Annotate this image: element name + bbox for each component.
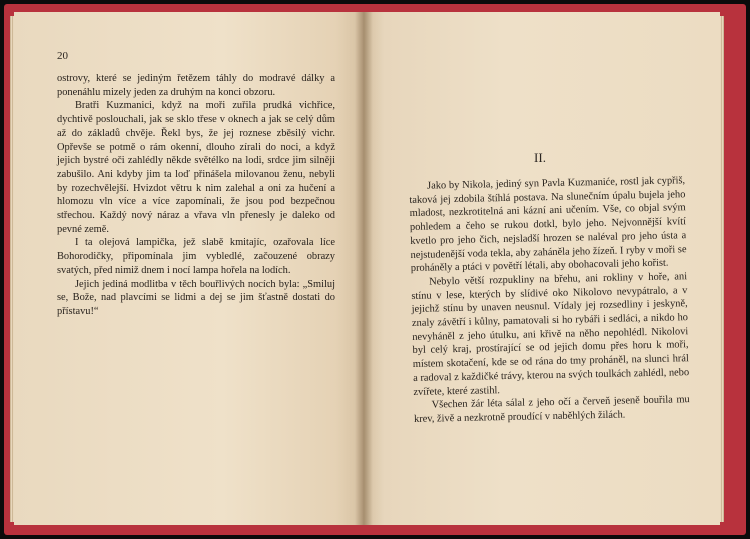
paragraph: Jejich jediná modlitba v těch bouřlivých nocích byla: „Smiluj se, Bože, nad plavcími se lidmi a dej se jim šťastně dostati do přístavu!“ (57, 278, 335, 317)
left-page-text (57, 72, 335, 319)
page-number: 20 (57, 50, 68, 62)
book-gutter (355, 12, 373, 525)
paragraph: Nebylo větší rozpukliny na břehu, ani rokliny v hoře, ani stínu v lese, kterých by slídivé oko Nikolovo nevypátralo, a v jejichž stínu by unaven neusnul. Vídaly jej rozsedliny i jeskyně, znaly závětří i kůlny, pamatovali si ho rybáři i sedláci, a nikdo ho nevyháněl z jeho útulku, ani křivě na něho nepohlédl. Nikolovi byl celý kraj, prostírající se od jejich domu přes horu k moři, místem skotačení, kde se od rána do tmy proháněl, na slunci hrál a radoval z každičké trávy, kterou na svých toulkách zahlédl, nebo zvířete, které zastihl. (411, 271, 690, 398)
paragraph: Bratři Kuzmanici, když na moři zuřila prudká vichřice, dychtivě poslouchali, jak se sklo třese v oknech a jak se celý dům až do základů chvěje. Řekl bys, že jej roznese zběsilý vichr. Opřevše se potmě o rám okenní, dlouho zírali do noci, a když jejich bystré oči zahlédly někde světélko na lodi, srdce jim silněji zabušilo. Ani kdyby jim ta loď přinášela milovanou ženu, nebyli by rozechvělejší. Hvizdot větru k nim zalehal a oni za hučení a hlomozu vln více a více zapomínali, že jsou pod bezpečnou střechou. Každý nový náraz a vřava vln přenesly je daleko od pevné země. (57, 100, 335, 235)
paragraph: Všechen žár léta sálal z jeho očí a červeň jeseně bouřila mu krev, živě a nezkrotně proudící v naběhlých žilách. (413, 394, 690, 425)
paragraph: Jako by Nikola, jediný syn Pavla Kuzmaniće, rostl jak cypřiš, taková jej zdobila štíhlá postava. Na slunečním úpalu bujela jeho mladost, nezkrotitelná ani kázní ani učením. Vše, co objal svým pohledem a čeho se rukou dotkl, bylo jeho. Nejvonnější kvítí kvetlo pro jeho čich, nejsladší hrozen se naléval pro jeho ústa a nejstudenější voda tekla, aby zaháněla jeho žízeň. I ryby v moři se proháněly a ptáci v povětří létali, aby obohacovali jeho kořist. (409, 175, 687, 275)
paragraph: ostrovy, které se jediným řetězem táhly do modravé dálky a ponenáhlu mizely jeden za druhým na konci obzoru. (57, 73, 335, 98)
chapter-heading: II. (534, 150, 546, 165)
right-page-text (409, 174, 690, 426)
paragraph: I ta olejová lampička, jež slabě kmitajíc, ozařovala líce Bohorodičky, připomínala jim vybledlé, začouzené obrazy svatých, před nimiž dnem i nocí lampa hořela na lodích. (57, 237, 335, 276)
